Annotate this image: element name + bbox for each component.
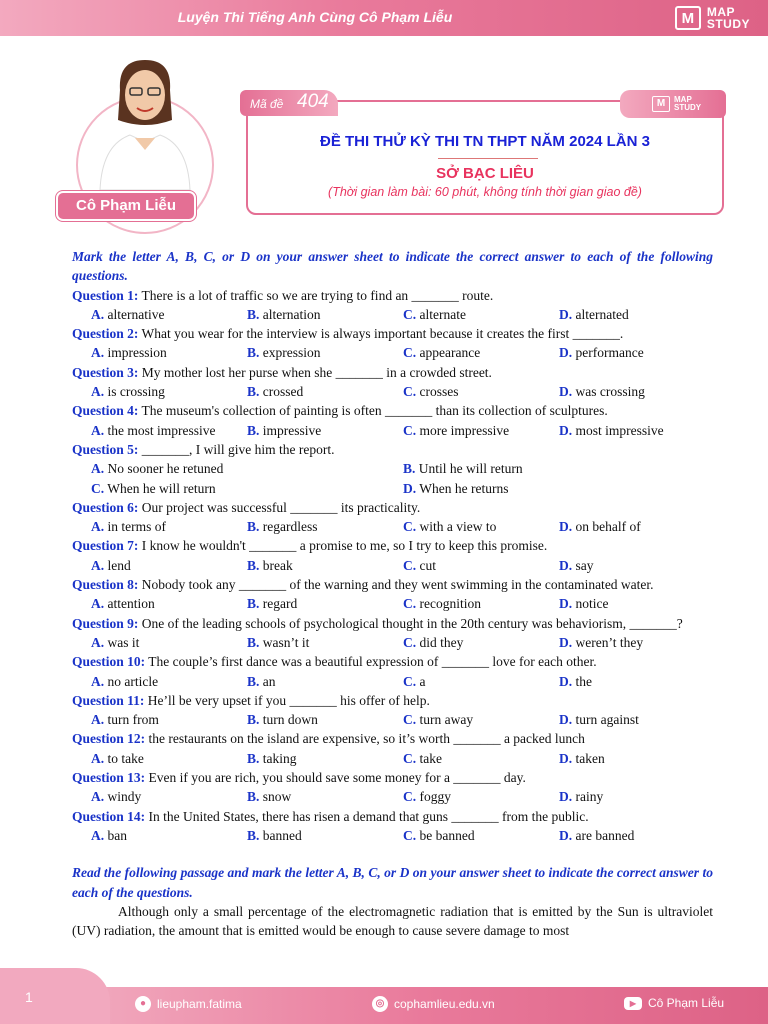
card-logo-words (674, 96, 701, 112)
question-11 (72, 691, 713, 710)
option-text: ban (104, 827, 127, 843)
option-letter: B. (247, 422, 260, 438)
exam-content (72, 247, 713, 940)
option-c (403, 421, 559, 440)
question-text: The couple’s first dance was a beautiful expression of _______ love for each other. (145, 654, 597, 670)
options-row (72, 787, 713, 806)
option-text: turn away (416, 712, 474, 728)
options-row (72, 556, 713, 575)
option-letter: D. (559, 557, 573, 573)
option-letter: C. (403, 422, 417, 438)
logo-word-2: STUDY (706, 17, 750, 31)
option-d (559, 749, 715, 768)
reading-passage: Although only a small percentage of the electromagnetic radiation that is emitted by the Sun is ultraviolet (UV) radiation, the amount that is emitted would be enough to cause severe damage to most (72, 903, 713, 939)
footer-email-text: lieupham.fatima (157, 997, 242, 1011)
question-9 (72, 614, 713, 633)
option-text: the most impressive (104, 422, 216, 438)
logo-mark-icon: M (675, 6, 701, 30)
option-letter: B. (247, 673, 260, 689)
question-8 (72, 575, 713, 594)
top-banner (0, 0, 768, 36)
option-text: most impressive (572, 422, 664, 438)
instruction-2: Read the following passage and mark the letter A, B, C, or D on your answer sheet to indicate the correct answer to each of the questions. (72, 865, 713, 900)
option-letter: B. (247, 596, 260, 612)
option-b (247, 421, 403, 440)
option-text: was it (104, 634, 140, 650)
option-text: say (572, 557, 594, 573)
option-a (91, 421, 247, 440)
option-letter: D. (559, 519, 573, 535)
options-row (72, 749, 713, 768)
option-b (247, 749, 403, 768)
option-a (91, 517, 247, 536)
option-d (559, 343, 715, 362)
footer-website[interactable] (372, 996, 495, 1012)
options-row (72, 479, 713, 498)
option-b (247, 343, 403, 362)
question-label: Question 7: (72, 538, 139, 554)
question-label: Question 6: (72, 499, 139, 515)
option-letter: D. (559, 596, 573, 612)
option-c (91, 479, 403, 498)
option-text: impressive (259, 422, 322, 438)
map-study-logo (675, 6, 750, 30)
footer-channel[interactable] (624, 996, 724, 1010)
option-letter: C. (403, 827, 417, 843)
question-list (72, 286, 713, 846)
question-label: Question 11: (72, 692, 145, 708)
option-letter: A. (91, 519, 105, 535)
question-label: Question 4: (72, 403, 139, 419)
instruction-1: Mark the letter A, B, C, or D on your answer sheet to indicate the correct answer to each of the following questions. (72, 249, 713, 284)
option-text: is crossing (104, 384, 165, 400)
option-b (247, 305, 403, 324)
exam-code-label: Mã đề (250, 97, 284, 111)
option-d (559, 517, 715, 536)
option-text: turn from (104, 712, 159, 728)
option-c (403, 826, 559, 845)
option-letter: A. (91, 345, 105, 361)
exam-code-tab (240, 90, 338, 116)
option-letter: D. (559, 789, 573, 805)
question-label: Question 12: (72, 731, 146, 747)
question-text: He’ll be very upset if you _______ his offer of help. (144, 692, 430, 708)
option-letter: A. (91, 673, 105, 689)
option-a (91, 633, 247, 652)
option-text: an (259, 673, 276, 689)
option-letter: D. (559, 306, 573, 322)
question-label: Question 13: (72, 770, 146, 786)
footer-page-tab (0, 968, 110, 1024)
options-row (72, 382, 713, 401)
exam-code: 404 (297, 91, 329, 112)
option-a (91, 787, 247, 806)
option-letter: C. (403, 596, 417, 612)
option-text: attention (104, 596, 155, 612)
option-text: alternation (259, 306, 321, 322)
option-letter: A. (91, 306, 105, 322)
option-letter: C. (403, 673, 417, 689)
question-text: In the United States, there has risen a demand that guns _______ from the public. (145, 808, 589, 824)
option-c (403, 556, 559, 575)
option-letter: C. (403, 384, 417, 400)
option-text: alternate (416, 306, 466, 322)
option-b (247, 710, 403, 729)
option-b (247, 672, 403, 691)
option-text: rainy (572, 789, 604, 805)
option-letter: B. (247, 750, 260, 766)
option-text: did they (416, 634, 464, 650)
option-letter: A. (91, 596, 105, 612)
option-d (559, 305, 715, 324)
question-text: The museum's collection of painting is often _______ than its collection of sculptures. (138, 403, 608, 419)
options-row (72, 672, 713, 691)
option-a (91, 459, 403, 478)
banner-title: Luyện Thi Tiếng Anh Cùng Cô Phạm Liễu (177, 9, 453, 25)
option-c (403, 710, 559, 729)
question-2 (72, 324, 713, 343)
option-text: take (416, 750, 442, 766)
section-gap (72, 845, 713, 863)
title-divider (438, 158, 538, 159)
option-letter: B. (403, 461, 416, 477)
option-letter: D. (559, 634, 573, 650)
options-row (72, 826, 713, 845)
person-icon: ● (135, 996, 151, 1012)
option-c (403, 594, 559, 613)
card-logo-icon: M (652, 96, 670, 112)
option-a (91, 556, 247, 575)
option-letter: B. (247, 519, 260, 535)
option-b (247, 594, 403, 613)
question-14 (72, 807, 713, 826)
option-text: lend (104, 557, 131, 573)
option-a (91, 710, 247, 729)
option-a (91, 343, 247, 362)
option-d (403, 479, 715, 498)
option-d (559, 826, 715, 845)
footer-channel-text: Cô Phạm Liễu (648, 996, 725, 1010)
option-text: alternative (104, 306, 165, 322)
option-letter: B. (247, 306, 260, 322)
option-c (403, 517, 559, 536)
teacher-name-badge: Cô Phạm Liễu (56, 191, 196, 221)
option-c (403, 382, 559, 401)
option-d (559, 633, 715, 652)
option-d (559, 382, 715, 401)
option-letter: C. (91, 480, 105, 496)
option-text: expression (259, 345, 321, 361)
option-a (91, 594, 247, 613)
option-text: notice (572, 596, 609, 612)
option-a (91, 672, 247, 691)
option-text: turn down (259, 712, 318, 728)
question-label: Question 3: (72, 364, 139, 380)
option-text: banned (259, 827, 302, 843)
option-letter: D. (559, 422, 573, 438)
option-letter: B. (247, 789, 260, 805)
option-text: When he will return (104, 480, 216, 496)
option-b (403, 459, 715, 478)
option-text: Until he will return (415, 461, 523, 477)
option-letter: C. (403, 519, 417, 535)
options-row (72, 421, 713, 440)
option-letter: B. (247, 827, 260, 843)
question-text: Our project was successful _______ its practicality. (138, 499, 421, 515)
option-text: cut (416, 557, 436, 573)
question-text: My mother lost her purse when she _______ in a crowded street. (138, 364, 492, 380)
option-text: No sooner he retuned (104, 461, 224, 477)
option-letter: D. (403, 480, 417, 496)
option-text: performance (572, 345, 644, 361)
question-12 (72, 729, 713, 748)
options-row (72, 517, 713, 536)
option-text: more impressive (416, 422, 510, 438)
option-text: are banned (572, 827, 635, 843)
option-c (403, 343, 559, 362)
option-c (403, 305, 559, 324)
option-b (247, 826, 403, 845)
option-text: impression (104, 345, 167, 361)
option-a (91, 749, 247, 768)
option-letter: A. (91, 557, 105, 573)
option-letter: A. (91, 384, 105, 400)
page-number: 1 (25, 989, 33, 1005)
question-13 (72, 768, 713, 787)
question-text: _______, I will give him the report. (138, 441, 335, 457)
option-text: alternated (572, 306, 629, 322)
option-d (559, 594, 715, 613)
option-d (559, 672, 715, 691)
question-label: Question 10: (72, 654, 146, 670)
question-text: Even if you are rich, you should save some money for a _______ day. (145, 770, 526, 786)
question-text: Nobody took any _______ of the warning and they went swimming in the contaminated water. (138, 577, 654, 593)
logo-word-1: MAP (706, 5, 735, 19)
option-letter: C. (403, 712, 417, 728)
option-b (247, 382, 403, 401)
options-row (72, 710, 713, 729)
card-logo-tab (620, 90, 726, 118)
question-text: I know he wouldn't _______ a promise to me, so I try to keep this promise. (138, 538, 548, 554)
option-letter: B. (247, 384, 260, 400)
option-text: to take (104, 750, 144, 766)
option-letter: D. (559, 750, 573, 766)
option-text: crosses (416, 384, 459, 400)
option-d (559, 787, 715, 806)
option-letter: A. (91, 422, 105, 438)
option-letter: D. (559, 827, 573, 843)
option-b (247, 787, 403, 806)
option-letter: D. (559, 712, 573, 728)
option-c (403, 672, 559, 691)
option-text: no article (104, 673, 159, 689)
globe-icon: ◎ (372, 996, 388, 1012)
option-letter: C. (403, 345, 417, 361)
option-letter: D. (559, 345, 573, 361)
question-6 (72, 498, 713, 517)
option-letter: C. (403, 634, 417, 650)
option-text: with a view to (416, 519, 497, 535)
question-label: Question 5: (72, 441, 139, 457)
question-10 (72, 652, 713, 671)
option-a (91, 305, 247, 324)
option-d (559, 421, 715, 440)
options-row (72, 633, 713, 652)
option-text: break (259, 557, 293, 573)
question-text: One of the leading schools of psychological thought in the 20th century was behaviorism, _______? (138, 615, 683, 631)
option-text: crossed (259, 384, 304, 400)
option-letter: B. (247, 557, 260, 573)
option-letter: A. (91, 461, 105, 477)
option-letter: B. (247, 634, 260, 650)
option-text: in terms of (104, 519, 166, 535)
option-b (247, 556, 403, 575)
option-text: taking (259, 750, 297, 766)
exam-school: SỞ BẠC LIÊU (436, 165, 534, 182)
option-a (91, 826, 247, 845)
option-b (247, 633, 403, 652)
exam-title: ĐỀ THI THỬ KỲ THI TN THPT NĂM 2024 LẦN 3 (320, 133, 650, 150)
option-text: regard (259, 596, 298, 612)
option-d (559, 556, 715, 575)
footer-website-text: cophamlieu.edu.vn (394, 997, 495, 1011)
question-1 (72, 286, 713, 305)
option-letter: A. (91, 634, 105, 650)
option-text: foggy (416, 789, 451, 805)
option-letter: C. (403, 306, 417, 322)
option-text: be banned (416, 827, 475, 843)
option-letter: D. (559, 673, 573, 689)
option-c (403, 633, 559, 652)
option-text: recognition (416, 596, 481, 612)
option-text: on behalf of (572, 519, 641, 535)
option-text: wasn’t it (259, 634, 310, 650)
question-text: the restaurants on the island are expensive, so it’s worth _______ a packed lunch (145, 731, 585, 747)
option-a (91, 382, 247, 401)
option-letter: C. (403, 750, 417, 766)
question-4 (72, 401, 713, 420)
options-row (72, 594, 713, 613)
option-d (559, 710, 715, 729)
options-row (72, 343, 713, 362)
question-text: There is a lot of traffic so we are trying to find an _______ route. (138, 287, 494, 303)
logo-words (707, 6, 750, 30)
option-text: windy (104, 789, 142, 805)
option-text: When he returns (416, 480, 509, 496)
option-text: turn against (572, 712, 639, 728)
option-text: was crossing (572, 384, 645, 400)
option-text: regardless (259, 519, 318, 535)
exam-time-note: (Thời gian làm bài: 60 phút, không tính thời gian giao đề) (328, 185, 642, 199)
options-row (72, 459, 713, 478)
question-3 (72, 363, 713, 382)
question-label: Question 2: (72, 326, 139, 342)
option-letter: B. (247, 712, 260, 728)
question-7 (72, 536, 713, 555)
option-text: appearance (416, 345, 481, 361)
youtube-icon: ▶ (624, 997, 642, 1010)
option-letter: A. (91, 750, 105, 766)
option-text: snow (259, 789, 292, 805)
option-letter: B. (247, 345, 260, 361)
footer-email[interactable] (135, 996, 242, 1012)
question-label: Question 9: (72, 615, 139, 631)
option-b (247, 517, 403, 536)
option-text: weren’t they (572, 634, 644, 650)
card-logo-word-1: MAP (674, 95, 692, 104)
option-c (403, 787, 559, 806)
option-letter: A. (91, 712, 105, 728)
option-c (403, 749, 559, 768)
option-letter: A. (91, 827, 105, 843)
card-logo-word-2: STUDY (674, 103, 702, 112)
option-letter: D. (559, 384, 573, 400)
option-letter: C. (403, 789, 417, 805)
option-letter: C. (403, 557, 417, 573)
question-label: Question 8: (72, 577, 139, 593)
options-row (72, 305, 713, 324)
option-text: the (572, 673, 592, 689)
option-text: taken (572, 750, 605, 766)
question-label: Question 1: (72, 287, 139, 303)
question-label: Question 14: (72, 808, 146, 824)
question-text: What you wear for the interview is always important because it creates the first _______. (138, 326, 624, 342)
option-letter: A. (91, 789, 105, 805)
question-5 (72, 440, 713, 459)
option-text: a (416, 673, 426, 689)
